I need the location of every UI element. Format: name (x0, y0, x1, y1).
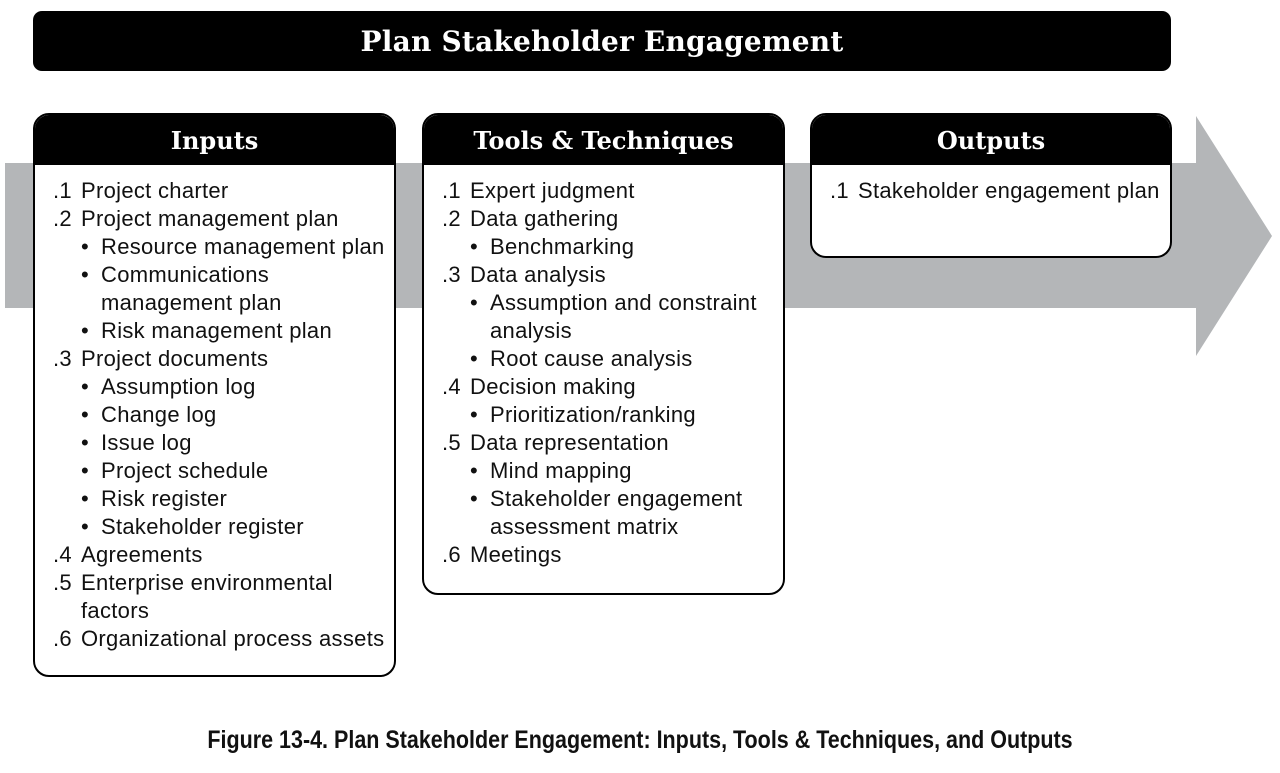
tools-list (424, 165, 783, 569)
tools-panel (422, 113, 785, 595)
list-item (35, 345, 394, 373)
list-item (424, 205, 783, 233)
list-item (35, 541, 394, 569)
item-label: Expert judgment (470, 178, 635, 203)
sub-item: • Issue log (35, 429, 394, 457)
sub-item: • Stakeholder register (35, 513, 394, 541)
item-number: .2 (442, 206, 461, 231)
inputs-panel (33, 113, 396, 677)
sub-item: • Risk register (35, 485, 394, 513)
tools-heading: Tools & Techniques (424, 115, 783, 165)
item-label: Decision making (470, 374, 636, 399)
item-number: .2 (53, 206, 72, 231)
item-label: Project management plan (81, 206, 339, 231)
process-title-bar (33, 11, 1171, 71)
item-number: .5 (53, 570, 72, 595)
list-item (424, 177, 783, 205)
list-item (424, 541, 783, 569)
sub-item: • Assumption log (35, 373, 394, 401)
sub-item: • Stakeholder engagement assessment matrix (424, 485, 783, 541)
item-label: Enterprise environmental factors (81, 570, 333, 623)
list-item (424, 373, 783, 401)
sub-item: • Risk management plan (35, 317, 394, 345)
item-label: Project documents (81, 346, 269, 371)
list-item (812, 177, 1170, 205)
sub-item: • Root cause analysis (424, 345, 783, 373)
item-number: .6 (53, 626, 72, 651)
item-number: .6 (442, 542, 461, 567)
item-label: Data gathering (470, 206, 619, 231)
item-label: Data representation (470, 430, 669, 455)
item-number: .1 (442, 178, 461, 203)
sub-item: • Assumption and constraint analysis (424, 289, 783, 345)
sub-item: • Resource management plan (35, 233, 394, 261)
sub-item: • Prioritization/ranking (424, 401, 783, 429)
sub-item: • Benchmarking (424, 233, 783, 261)
item-label: Data analysis (470, 262, 606, 287)
list-item (35, 205, 394, 233)
figure-caption: Figure 13-4. Plan Stakeholder Engagement: Inputs, Tools & Techniques, and Outputs (207, 726, 1073, 754)
item-number: .4 (442, 374, 461, 399)
item-number: .1 (830, 178, 849, 203)
inputs-heading: Inputs (35, 115, 394, 165)
outputs-panel (810, 113, 1172, 258)
inputs-list (35, 165, 394, 653)
item-label: Agreements (81, 542, 203, 567)
item-number: .4 (53, 542, 72, 567)
outputs-heading: Outputs (812, 115, 1170, 165)
item-label: Meetings (470, 542, 562, 567)
item-label: Organizational process assets (81, 626, 385, 651)
sub-item: • Project schedule (35, 457, 394, 485)
item-number: .3 (53, 346, 72, 371)
item-number: .1 (53, 178, 72, 203)
list-item (424, 429, 783, 457)
item-number: .5 (442, 430, 461, 455)
list-item (35, 177, 394, 205)
item-number: .3 (442, 262, 461, 287)
item-label: Stakeholder engagement plan (858, 178, 1160, 203)
list-item (35, 625, 394, 653)
list-item (35, 569, 394, 625)
list-item (424, 261, 783, 289)
sub-item: • Mind mapping (424, 457, 783, 485)
sub-item: • Change log (35, 401, 394, 429)
item-label: Project charter (81, 178, 229, 203)
sub-item: • Communications management plan (35, 261, 394, 317)
process-title: Plan Stakeholder Engagement (360, 24, 844, 58)
outputs-list (812, 165, 1170, 205)
